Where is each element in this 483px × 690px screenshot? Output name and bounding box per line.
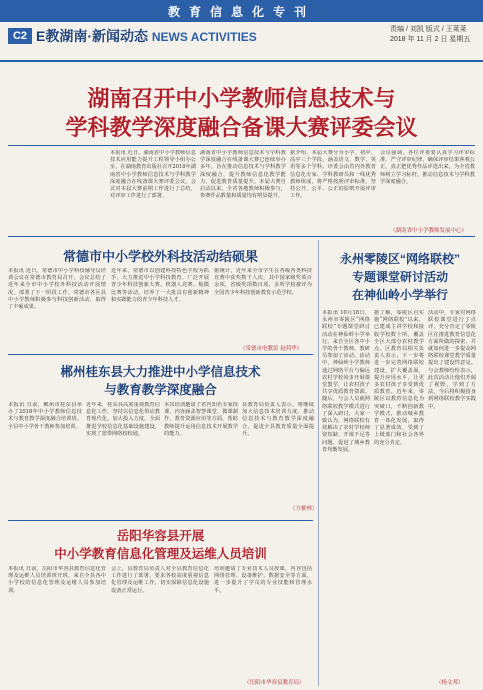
lead-col-1: 本报讯 近日，湖南省中小学教师信息技术应用能力提升工程领导小组办公室、在湖南教育出版社召开2018年湖南省中小学教师信息技术与学科教学深度融合在线备课大赛评委会议。会议对本届大赛前期工作进行了总结，对评审工作进行了部署。 (110, 150, 196, 200)
masthead-banner-text: 教育信息化专刊 (167, 5, 315, 19)
lead-col-4: 会议强调，各位评委要认真学习评审标准，严守评审纪律，确保评审结果客观公正，真正把优秀作品评选出来，为全省教师树立学习标杆，推动信息技术与学科教学深度融合。 (380, 150, 475, 185)
divider (8, 236, 475, 237)
article-1-source: （常德市电教馆 赵荷华） (240, 346, 303, 352)
article-2-col-4: 县教育局负责人表示，将继续加大信息技术培训力度，推动信息技术与教育教学深度融合，促进全县教育质量全面提升。 (242, 402, 314, 437)
section-title: E教湖南·新闻动态 NEWS ACTIVITIES (36, 28, 257, 44)
page-number: C2 (8, 28, 32, 44)
article-2-col-1: 本报讯 日前，郴州市桂东县举办了2018年中小学教师信息技术与教育教学深度融合培训班。全县中小学骨干教师参加培训。 (8, 402, 82, 430)
article-4-headline-line1: 岳阳华容县开展 (116, 529, 205, 543)
article-4-headline-line2: 中小学教育信息化管理及运维人员培训 (54, 547, 267, 561)
lead-headline-line2: 学科教学深度融合备课大赛评委会议 (65, 115, 418, 140)
article-3-headline-line2: 专题课堂研讨活动 (351, 270, 448, 284)
lead-source: （湖南省中小学教师发展中心） (390, 228, 468, 234)
divider (8, 145, 475, 146)
article-2-col-2: 近年来，桂东县高度重视教育信息化工作，坚持以信息化带动教育现代化，加大投入力度，全面推进学校信息化基础设施建设，实现了宽带网络校校通。 (86, 402, 160, 437)
article-2-col-3: 本次培训邀请了省内知名专家授课，内容涵盖智慧课堂、微课制作、教育资源应用等方面，帮助教师提升运用信息技术开展教学的能力。 (164, 402, 238, 437)
article-3-col-2: 据了解，零陵区自实施“网络联校”以来，已建成主讲学校和接收学校数十所，覆盖全区大部分农村教学点。区教育局相关负责人表示，下一步将进一步完善网络联校建设，扩大覆盖面，提升应用水平，让更多农村孩子享受到优质教育。近年来，零陵区以教育信息化为突破口，不断创新教学模式，推动城乡教育一体化发展，取得了显著成效，受到了上级部门和社会各界的充分肯定。 (374, 310, 424, 446)
article-2-headline-line1: 郴州桂东县大力推进中小学信息技术 (60, 365, 261, 379)
article-4-source: （岳阳市华容县教育局） (244, 680, 305, 686)
article-3-headline-line3: 在神仙岭小学举行 (351, 288, 448, 302)
article-3-col-3: 活动中，专家对网络联校课堂进行了点评，充分肯定了零陵区在推进教育信息化方面所做的探索，并就如何进一步提高网络联校课堂教学质量提出了建设性意见。与会教师纷纷表示，此次活动让他们开阔了视野，学到了方法，今后将积极投身到网络联校教学实践中。 (428, 310, 476, 410)
article-1-col-3: 据统计，近年来全市学生在各级各类科技竞赛中获奖数千人次，其中国家级奖项百余项，省级奖项数百项，多所学校被评为全国青少年科技创新教育示范学校。 (214, 268, 312, 296)
article-3-source: （杨文邦） (436, 680, 464, 686)
article-1-headline: 常德市中小学校外科技活动结硕果 (62, 249, 258, 264)
lead-col-2: 湖南省中小学教师信息技术与学科教学深度融合在线备课大赛已连续举办多年，旨在推动信息技术与学科教学深度融合，提升教师信息化教学能力，促进教育质量提升。本届大赛自启动以来，全省各地教师积极参与，参赛作品数量和质量均有明显提升。 (200, 150, 286, 200)
article-4-col-2: 会上，县教育局负责人对全县教育信息化工作进行了部署，要求各校高度重视信息化管理及运维工作，切实保障信息化设施设备正常运行。 (111, 566, 209, 594)
article-3-col-1: 本报讯 10月18日，永州市零陵区“网络联校”专题课堂研讨活动在神仙岭小学举行。来自全区各中小学的骨干教师、教研员参加了活动。活动中，神仙岭小学教师通过网络平台与偏远农村学校同步开展课堂教学，让农村孩子共享优质教育资源。随后，与会人员就网络联校教学模式进行了深入研讨，大家一致认为，网络联校有效解决了农村学校师资短缺、开课不足等问题，促进了城乡教育均衡发展。 (322, 310, 370, 453)
divider (8, 520, 313, 521)
article-1-col-1: 本报讯 近日，常德市中小学科技辅导员培训会议在常德市教育局召开。会议总结了近年来全市中小学校外科技活动开展情况，部署了下一阶段工作。常德市各区县中小学教师积极参与科技创新活动，取得了丰硕成果。 (8, 268, 106, 311)
divider (8, 354, 313, 355)
column-divider (318, 240, 319, 686)
lead-col-3: 据介绍，本届大赛分为小学、初中、高中三个学段，涵盖语文、数学、英语等多个学科。评委会由省内外教育信息化专家、学科教研员和一线优秀教师组成，将严格按照评审标准，坚持公开、公平、公正的原则开展评审工作。 (290, 150, 376, 200)
article-1-col-2: 近年来，常德市以创建科技特色学校为抓手，大力推进中小学科技教育，广泛开展青少年科技创新大赛、机器人竞赛、航模比赛等活动，培养了一大批具有创新精神和实践能力的青少年科技人才。 (111, 268, 209, 303)
issue-meta: 责编 / 刘凯 版式 / 王莱莱 2018 年 11 月 2 日 星期五 (390, 26, 471, 43)
article-4-col-1: 本报讯 日前，岳阳市华容县教育信息化管理及运维人员培训班开班。来自全县各中小学校的信息化管理及运维人员参加培训。 (8, 566, 106, 594)
lead-headline-line1: 湖南召开中小学教师信息技术与 (87, 86, 396, 111)
article-4-col-3: 培训邀请了专业技术人员授课，内容包括网络管理、设备维护、数据安全等方面，进一步提升了学员的专业技能和管理水平。 (214, 566, 312, 594)
article-2-source: （方雅林） (290, 506, 318, 512)
article-2-headline-line2: 与教育教学深度融合 (104, 383, 217, 397)
article-3-headline-line1: 永州零陵区“网络联校” (339, 252, 460, 266)
masthead-banner (0, 0, 483, 22)
